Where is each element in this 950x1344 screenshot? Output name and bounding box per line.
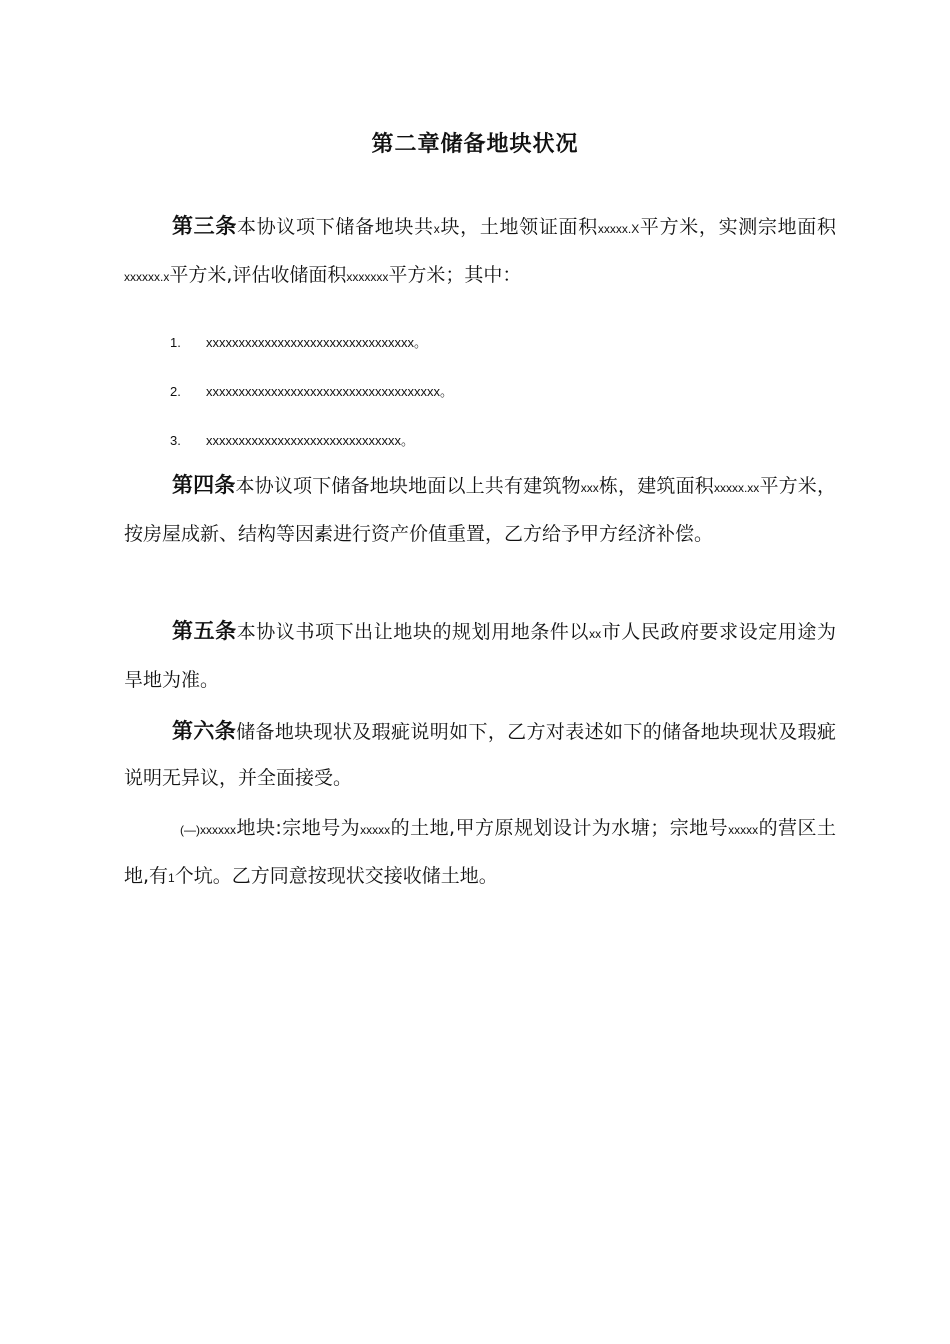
list-item-number: 1. [170,335,181,350]
list-item-text: xxxxxxxxxxxxxxxxxxxxxxxxxxxxxxxxxxxx [206,384,440,399]
article-4-value-2: xxxxx.xx [713,481,760,495]
subitem-value-0: (—)xxxxxx [180,823,236,837]
article-3-text-2: 块，土地领证面积 [439,216,598,238]
article-6 [124,708,836,801]
list-item-end: 。 [414,336,428,351]
article-5-text-1: 本协议书项下出让地块的规划用地条件以 [236,621,590,643]
subitem-value-3: 1 [168,871,175,885]
list-item-number: 2. [170,384,181,399]
article-6-label: 第六条 [172,719,237,743]
list-item [170,431,414,452]
subitem-value-1: xxxxx [360,823,391,837]
article-3-value-2: xxxxx.X [597,222,640,236]
subitem-text-1: 地块:宗地号为 [236,817,361,839]
subitem-value-2: xxxxx [728,823,759,837]
article-4-text-3: 平方米，按房屋成新、结构等因素进行资产价值重置，乙方给予甲方经济补偿。 [124,475,836,545]
list-item-end: 。 [440,385,454,400]
article-5 [124,608,836,703]
article-6-text-1: 储备地块现状及瑕疵说明如下，乙方对表述如下的储备地块现状及瑕疵说明无异议，并全面接受。 [124,721,836,789]
article-4-text-2: 栋，建筑面积 [598,475,714,497]
article-4-text-1: 本协议项下储备地块地面以上共有建筑物 [235,475,581,497]
subitem-text-2: 的土地,甲方原规划设计为水塘；宗地号 [390,817,729,839]
article-3-value-3: xxxxxx.x [124,270,170,284]
article-3-value-4: xxxxxxx [346,270,389,284]
article-3-text-3: 平方米，实测宗地面积 [639,216,836,238]
list-item-text: xxxxxxxxxxxxxxxxxxxxxxxxxxxxxxxx [206,335,414,350]
article-3-text-1: 本协议项下储备地块共 [237,216,434,238]
list-item [170,333,427,354]
chapter-title: 第二章储备地块状况 [371,132,579,157]
article-3-label: 第三条 [172,214,238,238]
article-5-text-2: 市人民政府要求设定用途为旱地为准。 [124,621,836,691]
subitem-text-3: 的营区土地,有 [124,817,836,887]
article-3-text-4: 平方米,评估收储面积 [169,264,347,286]
article-5-label: 第五条 [172,619,237,643]
article-3-text-5: 平方米；其中： [388,264,522,286]
article-3 [124,203,836,300]
subitem-text-4: 个坑。乙方同意按现状交接收储土地。 [174,865,498,887]
article-4-label: 第四条 [172,473,236,497]
article-5-value-1: xx [589,627,602,641]
list-item-text: xxxxxxxxxxxxxxxxxxxxxxxxxxxxxx [206,433,401,448]
article-4 [124,462,836,557]
article-4-value-1: xxx [580,481,599,495]
list-item-number: 3. [170,433,181,448]
article-6-subitem [124,805,836,901]
list-item [170,382,453,403]
list-item-end: 。 [401,434,415,449]
article-3-value-1: x [433,222,440,236]
